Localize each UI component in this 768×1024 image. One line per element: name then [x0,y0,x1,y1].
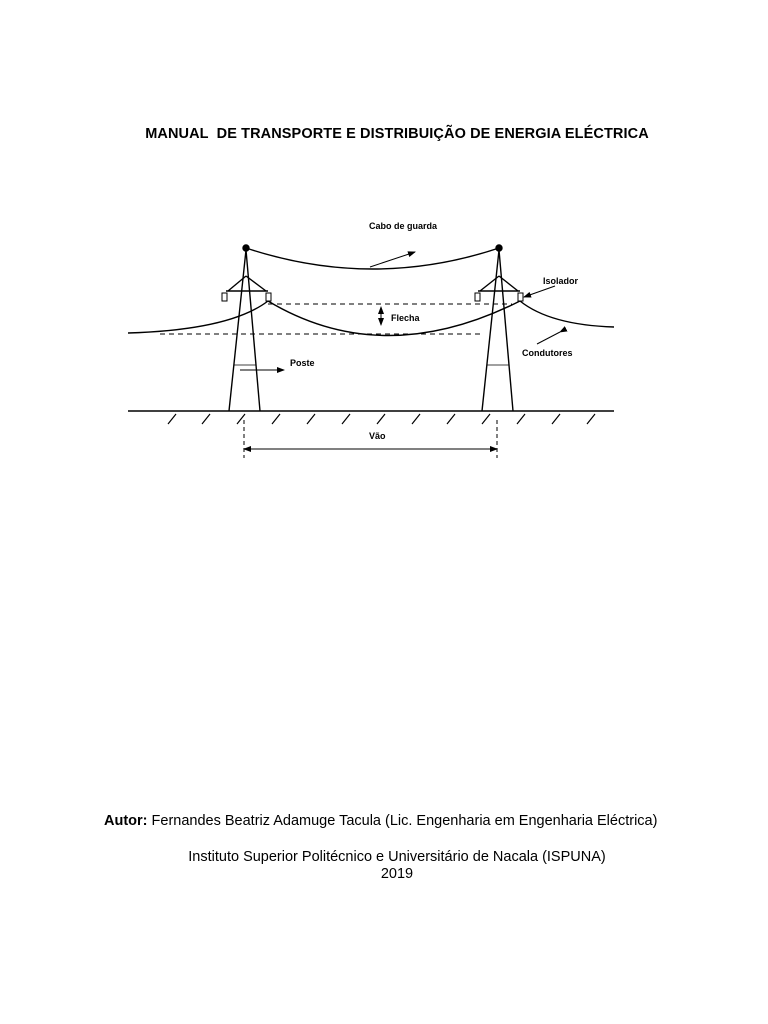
label-poste: Poste [290,358,315,368]
institution: Instituto Superior Politécnico e Universitário de Nacala (ISPUNA) [188,849,606,865]
author-label: Autor: [104,813,148,829]
left-tower [222,250,271,411]
document-title: MANUAL DE TRANSPORTE E DISTRIBUIÇÃO DE ENERGIA ELÉCTRICA [145,126,649,142]
year: 2019 [380,866,414,882]
conductor-left-span [128,301,268,333]
transmission-line-diagram [0,0,768,470]
right-tower [475,250,523,411]
ground-hatching [168,414,595,424]
author-line [104,813,657,829]
label-vao: Vão [369,431,386,441]
label-isolador: Isolador [543,276,579,286]
insulator-leader [524,286,555,297]
conductor-leader [537,332,560,344]
guard-cable-leader [370,252,415,267]
conductor-right-span [520,301,614,327]
author-name: Fernandes Beatriz Adamuge Tacula (Lic. Engenharia em Engenharia Eléctrica) [147,813,658,829]
label-condutores: Condutores [522,348,573,358]
label-flecha: Flecha [391,313,420,323]
label-cabo-de-guarda: Cabo de guarda [369,221,438,231]
